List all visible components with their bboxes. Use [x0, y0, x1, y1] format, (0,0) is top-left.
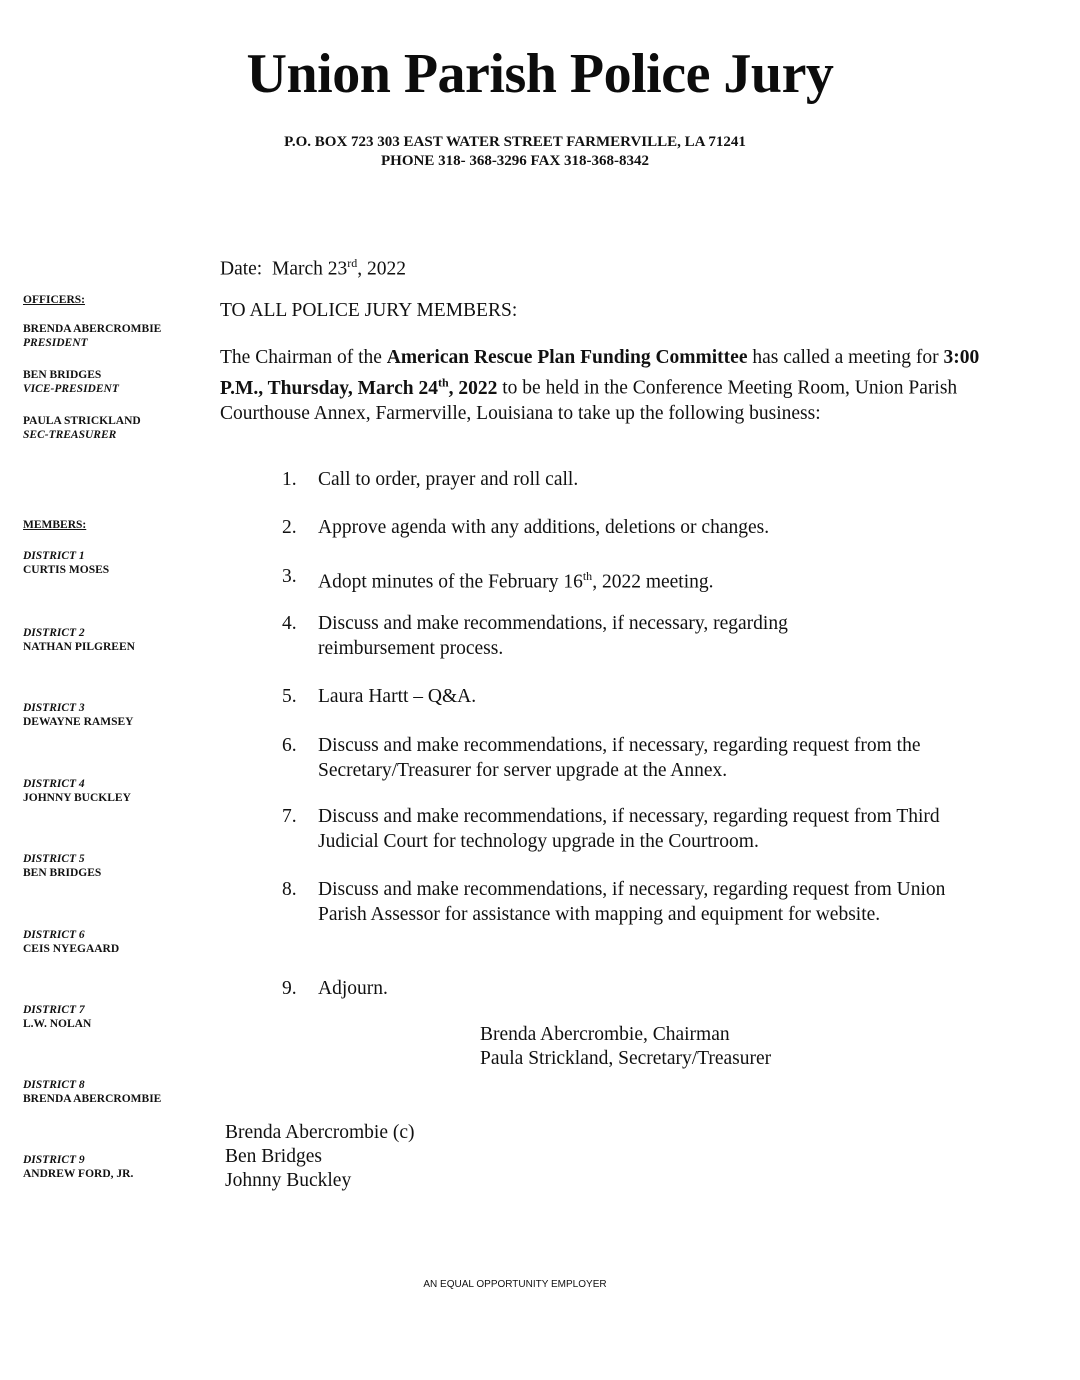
member-district: DISTRICT 4 — [23, 778, 85, 790]
meeting-paragraph: The Chairman of the American Rescue Plan Funding Committee has called a meeting for 3:00 P.M., Thursday, March 24th, 2022 to be held in the Conference Meeting Room, Union Parish Courthouse Annex, Farmerville, Louisiana to take up the following business: — [220, 347, 980, 424]
committee-name: American Rescue Plan Funding Committee — [386, 347, 748, 368]
member-entry — [23, 1003, 91, 1031]
officer-name: PAULA STRICKLAND — [23, 415, 141, 427]
officers-heading: OFFICERS: — [23, 294, 85, 306]
letterhead-title: Union Parish Police Jury — [246, 43, 834, 105]
cc-list — [225, 1121, 415, 1193]
member-entry — [23, 777, 131, 805]
cc-entry: Brenda Abercrombie (c) — [225, 1122, 415, 1143]
footer-text: AN EQUAL OPPORTUNITY EMPLOYER — [423, 1279, 607, 1290]
cc-entry: Johnny Buckley — [225, 1170, 352, 1191]
member-district: DISTRICT 3 — [23, 702, 85, 714]
officer-entry — [23, 414, 141, 442]
member-entry — [23, 928, 119, 956]
member-entry — [23, 549, 109, 577]
member-entry — [23, 701, 133, 729]
signature-block — [480, 1023, 771, 1071]
member-district: DISTRICT 2 — [23, 627, 85, 639]
member-name: CURTIS MOSES — [23, 564, 110, 576]
member-name: JOHNNY BUCKLEY — [23, 792, 131, 804]
letterhead-phone: PHONE 318- 368-3296 FAX 318-368-8342 — [380, 153, 650, 169]
meeting-time: 3:00 P.M., Thursday, March 24th, 2022 — [220, 347, 980, 399]
member-entry — [23, 852, 101, 880]
member-entry — [23, 1153, 133, 1181]
member-entry — [23, 1078, 161, 1106]
officer-name: BRENDA ABERCROMBIE — [23, 323, 162, 335]
signature-line: Paula Strickland, Secretary/Treasurer — [480, 1048, 772, 1069]
member-name: L.W. NOLAN — [23, 1018, 92, 1030]
letterhead-address: P.O. BOX 723 303 EAST WATER STREET FARMERVILLE, LA 71241 — [284, 134, 746, 150]
officer-entry — [23, 322, 161, 350]
member-district: DISTRICT 1 — [23, 550, 85, 562]
officer-role: PRESIDENT — [23, 337, 88, 349]
member-name: NATHAN PILGREEN — [23, 641, 135, 653]
signature-line: Brenda Abercrombie, Chairman — [480, 1024, 730, 1045]
members-heading: MEMBERS: — [23, 519, 87, 531]
officer-role: SEC-TREASURER — [23, 429, 117, 441]
member-district: DISTRICT 8 — [23, 1079, 85, 1091]
officer-entry — [23, 368, 119, 396]
officer-name: BEN BRIDGES — [23, 369, 102, 381]
member-district: DISTRICT 7 — [23, 1004, 85, 1016]
member-district: DISTRICT 6 — [23, 929, 85, 941]
salutation: TO ALL POLICE JURY MEMBERS: — [220, 300, 518, 321]
officer-role: VICE-PRESIDENT — [23, 383, 119, 395]
member-name: DEWAYNE RAMSEY — [23, 716, 134, 728]
member-district: DISTRICT 5 — [23, 853, 85, 865]
member-name: ANDREW FORD, JR. — [23, 1168, 134, 1180]
member-name: BEN BRIDGES — [23, 867, 102, 879]
member-district: DISTRICT 9 — [23, 1154, 85, 1166]
member-entry — [23, 626, 135, 654]
member-name: CEIS NYEGAARD — [23, 943, 120, 955]
letter-date: Date: March 23rd, 2022 — [220, 256, 407, 280]
cc-entry: Ben Bridges — [225, 1146, 322, 1167]
member-name: BRENDA ABERCROMBIE — [23, 1093, 162, 1105]
